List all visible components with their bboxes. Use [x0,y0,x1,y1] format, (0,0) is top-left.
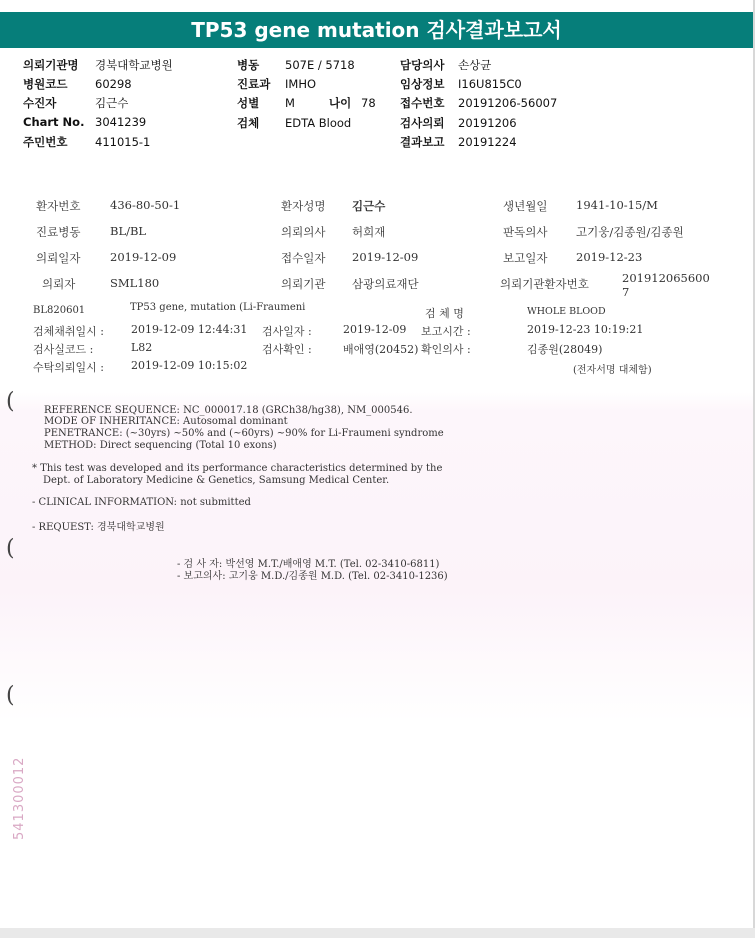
requesting-doctor-label: 의뢰의사 [281,225,326,239]
header-label: 담당의사 [400,58,445,72]
header-label: 의뢰기관명 [23,58,79,72]
requesting-org-label: 의뢰기관 [281,277,326,291]
patient-name-label: 환자성명 [281,199,326,213]
test-name: TP53 gene, mutation (Li-Fraumeni [130,302,306,313]
tester-line: - 검 사 자: 박선영 M.T./배애영 M.T. (Tel. 02-3410-6811) [177,559,440,570]
specimen: WHOLE BLOOD [527,306,606,317]
header-row [237,95,376,111]
header-value: 20191206-56007 [458,96,558,110]
header-row [23,76,132,92]
patient-name: 김근수 [352,199,386,213]
header-row [237,115,351,131]
esign-note: (전자서명 대체함) [573,365,652,376]
requesting-doctor: 허희재 [352,225,386,239]
org-patient-no: 201912065600 [622,271,710,285]
header-label: 성별 [237,96,260,110]
patient-no: 436-80-50-1 [110,198,181,212]
test-code: BL820601 [33,305,86,316]
header-label: 수진자 [23,96,57,110]
header-label: Chart No. [23,115,85,129]
confirm: 배애영(20452) [343,343,419,356]
header-value: 20191206 [458,116,517,130]
header-row [23,134,150,150]
ward: BL/BL [110,224,147,238]
report-title: TP53 gene mutation 검사결과보고서 [0,12,753,48]
header-value: 손상균 [458,58,492,72]
header-label: 결과보고 [400,135,445,149]
specimen-label: 검 체 명 [425,307,464,320]
confirm-doctor-label: 확인의사 : [421,343,471,356]
side-serial-number: 541300012 [12,756,27,840]
confirm-label: 검사확인 : [262,343,312,356]
header-label: 진료과 [237,77,271,91]
header-value: 3041239 [95,115,147,129]
report-time-label: 보고시간 : [421,325,471,338]
collect-time: 2019-12-09 12:44:31 [131,323,248,336]
report-time: 2019-12-23 10:19:21 [527,323,644,336]
confirm-doctor: 김종원(28049) [527,343,603,356]
dob: 1941-10-15/M [576,198,658,212]
requester: SML180 [110,276,160,290]
header-value: 60298 [95,77,132,91]
reference-sequence: REFERENCE SEQUENCE: NC_000017.18 (GRCh38/hg38), NM_000546. [44,405,413,416]
lab-code: L82 [131,341,153,354]
header-row [237,76,316,92]
receipt-time: 2019-12-09 10:15:02 [131,359,248,372]
binder-hole-mark: ( [6,536,15,561]
header-row [23,95,128,111]
note-line-1: * This test was developed and its performance characteristics determined by the [32,463,443,474]
header-row [400,115,517,131]
requesting-org: 삼광의료재단 [352,277,419,291]
reading-doctor: 고기웅/김종원/김종원 [576,225,684,239]
collect-label: 검체채취일시 : [33,325,104,338]
header-label: 주민번호 [23,135,68,149]
header-value: 20191224 [458,135,517,149]
header-value: M [285,96,295,110]
patient-no-label: 환자번호 [36,199,81,213]
lab-code-label: 검사실코드 : [33,343,94,356]
header-value: IMHO [285,77,317,91]
report-date-label: 보고일자 [503,251,548,265]
dob-label: 생년월일 [503,199,548,213]
request-info: - REQUEST: 경북대학교병원 [32,522,165,533]
header-row [23,115,146,129]
inheritance: MODE OF INHERITANCE: Autosomal dominant [44,416,288,427]
window-bottom-bar [0,928,755,938]
binder-hole-mark: ( [6,683,15,708]
header-label: 검사의뢰 [400,116,445,130]
requester-label: 의뢰자 [42,277,76,291]
report-date: 2019-12-23 [576,250,643,264]
penetrance: PENETRANCE: (~30yrs) ~50% and (~60yrs) ~90% for Li-Fraumeni syndrome [44,428,444,439]
header-value: 김근수 [95,96,129,110]
header-label: 검체 [237,116,260,130]
receipt-time-label: 수탁의뢰일시 : [33,361,104,374]
header-value: 경북대학교병원 [95,58,173,72]
test-date-label: 검사일자 : [262,325,312,338]
request-date-label: 의뢰일자 [36,251,81,265]
age-value: 78 [361,96,376,110]
header-row [237,57,355,73]
receipt-date-label: 접수일자 [281,251,326,265]
header-value: 411015-1 [95,135,151,149]
header-label: 임상정보 [400,77,445,91]
header-label: 접수번호 [400,96,445,110]
header-row [23,57,173,73]
header-label: 병원코드 [23,77,68,91]
ward-label: 진료병동 [36,225,81,239]
header-value: I16U815C0 [458,77,522,91]
header-value: EDTA Blood [285,116,352,130]
age-label: 나이 [329,96,352,110]
note-line-2: Dept. of Laboratory Medicine & Genetics, Samsung Medical Center. [43,475,390,486]
header-value: 507E / 5718 [285,58,355,72]
header-row [400,95,557,111]
binder-hole-mark: ( [6,389,15,414]
header-row [400,76,522,92]
request-date: 2019-12-09 [110,250,177,264]
org-patient-no-cont: 7 [622,285,630,299]
org-patient-no-label: 의뢰기관환자번호 [500,277,589,291]
method: METHOD: Direct sequencing (Total 10 exons) [44,440,277,451]
test-date: 2019-12-09 [343,323,407,336]
header-row [400,57,491,73]
clinical-information: - CLINICAL INFORMATION: not submitted [32,497,251,508]
reporter-line: - 보고의사: 고기웅 M.D./김종원 M.D. (Tel. 02-3410-1236) [177,571,448,582]
reading-doctor-label: 판독의사 [503,225,548,239]
header-row [400,134,517,150]
header-label: 병동 [237,58,260,72]
receipt-date: 2019-12-09 [352,250,419,264]
